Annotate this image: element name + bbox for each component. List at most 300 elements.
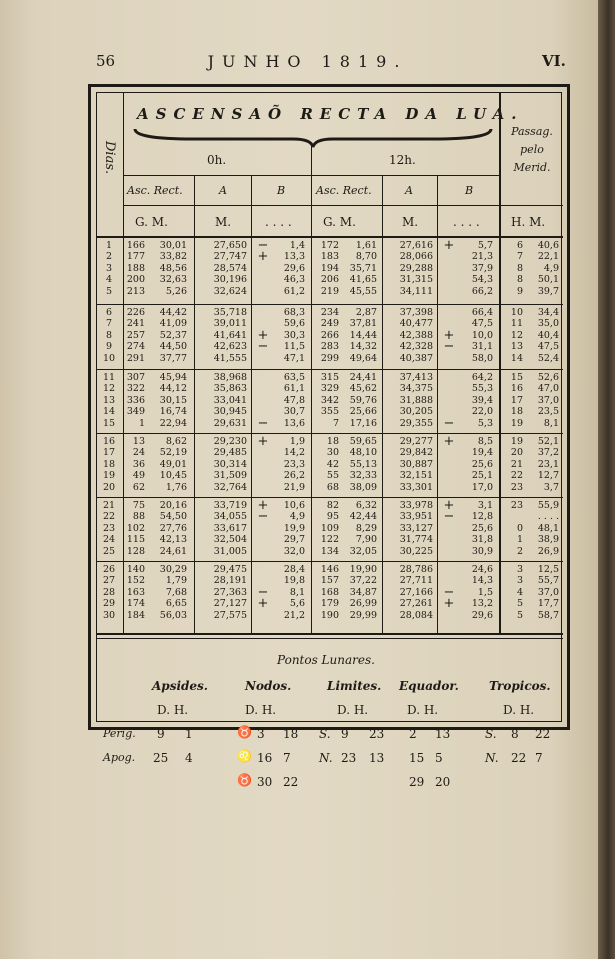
equador-day: 15 — [409, 751, 425, 765]
table-cell: 20,16 — [159, 500, 187, 511]
table-cell: 42 — [326, 458, 339, 470]
table-cell: 1,4 — [289, 240, 305, 251]
table-cell: 18 — [510, 406, 523, 418]
table-cell: 7,68 — [165, 586, 187, 598]
dh-label: D. H. — [503, 703, 535, 717]
table-cell: 49 — [132, 470, 145, 482]
col-header-a-12: A — [405, 184, 413, 197]
nodo-day: 16 — [257, 751, 273, 765]
brace-ornament — [133, 125, 495, 149]
tropico-direction: N. — [485, 751, 499, 765]
equador-hour: 13 — [435, 727, 451, 741]
table-cell: 329 — [320, 383, 339, 395]
table-cell: 5 — [516, 598, 523, 610]
table-cell: 19 — [510, 417, 523, 429]
hour-0-label: 0h. — [207, 153, 227, 167]
table-cell: 82 — [326, 500, 339, 511]
table-cell: 219 — [320, 285, 339, 297]
table-cell: 27 — [102, 575, 116, 587]
table-cell: 8,1 — [289, 586, 305, 598]
table-cell: 61,1 — [283, 383, 305, 395]
limite-direction: S. — [319, 727, 331, 741]
table-cell: 95 — [326, 511, 339, 523]
table-cell: 32,0 — [283, 545, 305, 557]
rule — [251, 175, 252, 633]
table-cell: 24,41 — [349, 372, 377, 383]
table-cell: − — [257, 238, 269, 253]
rule — [123, 205, 563, 206]
table-cell: + — [257, 249, 269, 265]
table-cell: 342 — [320, 394, 339, 406]
unit-header: . . . . — [265, 215, 292, 229]
table-cell: 66,4 — [471, 307, 493, 318]
table-cell: 30,15 — [159, 394, 187, 406]
dh-label: D. H. — [245, 703, 277, 717]
table-cell: 315 — [320, 372, 339, 383]
table-cell: − — [443, 339, 455, 355]
table-cell: 3 — [516, 564, 523, 575]
table-cell: 56,03 — [159, 609, 187, 621]
table-cell: 8,5 — [477, 436, 493, 447]
table-cell: 22 — [102, 511, 116, 523]
table-cell: 40,6 — [537, 240, 559, 251]
apsides-apog-h: 4 — [185, 751, 193, 765]
table-cell: 21,2 — [283, 609, 305, 621]
table-cell: 27,616 — [399, 240, 433, 251]
table-cell: 27,711 — [399, 575, 433, 587]
table-cell: 47,8 — [283, 394, 305, 406]
tropico-day: 8 — [511, 727, 519, 741]
table-cell: 274 — [126, 341, 145, 353]
table-cell: 349 — [126, 406, 145, 418]
table-cell: 59,6 — [283, 318, 305, 330]
page-number: 56 — [96, 52, 116, 70]
lunar-header-limites: Limites. — [327, 679, 382, 693]
table-cell: . . . . — [537, 511, 559, 523]
table-cell: 64,2 — [471, 372, 493, 383]
table-cell: 18 — [326, 436, 339, 447]
table-cell: 32,151 — [399, 470, 433, 482]
table-cell: 20 — [102, 481, 116, 493]
table-cell: 32,63 — [159, 274, 187, 286]
book-binding — [598, 0, 615, 959]
table-cell: 30,945 — [213, 406, 247, 418]
table-cell: 213 — [126, 285, 145, 297]
dias-label: Dias. — [102, 141, 117, 175]
table-cell: 23 — [102, 522, 116, 534]
table-cell: 4,9 — [289, 511, 305, 523]
unit-header: M. — [215, 215, 232, 229]
table-cell: 29,7 — [283, 534, 305, 546]
table-cell: 291 — [126, 352, 145, 364]
table-cell: 19,4 — [471, 447, 493, 459]
table-cell: + — [257, 498, 269, 513]
table-cell: 31,509 — [213, 470, 247, 482]
table-cell: 26,99 — [349, 598, 377, 610]
table-cell: 109 — [320, 522, 339, 534]
table-cell: − — [443, 584, 455, 600]
table-cell: 30,887 — [399, 458, 433, 470]
table-cell: 6,32 — [355, 500, 377, 511]
col-header-b-0: B — [277, 184, 286, 197]
table-cell: 13,6 — [283, 417, 305, 429]
table-cell: 39,4 — [471, 394, 493, 406]
table-cell: 59,76 — [349, 394, 377, 406]
unit-header: H. M. — [511, 215, 546, 229]
table-cell: 5 — [105, 285, 113, 297]
nodo-symbol: ♌ — [237, 749, 252, 763]
table-cell: 45,55 — [349, 285, 377, 297]
main-title: ASCENSAÕ RECTA DA LUA. — [137, 105, 524, 123]
table-cell: 52,6 — [537, 372, 559, 383]
table-cell: 37,77 — [159, 352, 187, 364]
table-cell: 5,7 — [477, 240, 493, 251]
table-cell: 48,1 — [537, 522, 559, 534]
table-cell: 1 — [105, 240, 113, 251]
rule — [123, 175, 499, 176]
nodo-symbol: ♉ — [237, 725, 252, 739]
table-cell: 37,0 — [537, 394, 559, 406]
table-cell: 30 — [326, 447, 339, 459]
table-cell: 4 — [105, 274, 113, 286]
rule — [382, 175, 383, 633]
apog-label: Apog. — [103, 751, 136, 764]
table-cell: 14,3 — [471, 575, 493, 587]
table-cell: 30,314 — [213, 458, 247, 470]
table-cell: 55,3 — [471, 383, 493, 395]
lunar-header-tropicos: Tropicos. — [489, 679, 551, 693]
table-cell: 190 — [320, 609, 339, 621]
equador-hour: 5 — [435, 751, 443, 765]
unit-header: G. M. — [135, 215, 168, 229]
table-cell: 5,26 — [165, 285, 187, 297]
table-cell: 30,01 — [159, 240, 187, 251]
table-cell: 68,3 — [283, 307, 305, 318]
table-cell: 19 — [102, 470, 116, 482]
rule — [437, 175, 438, 633]
section-number: VI. — [542, 52, 566, 70]
lunar-header-nodos: Nodos. — [245, 679, 292, 693]
dh-label: D. H. — [337, 703, 369, 717]
table-cell: 49,64 — [349, 352, 377, 364]
table-cell: 168 — [320, 586, 339, 598]
nodo-hour: 22 — [283, 775, 299, 789]
table-cell: 29,475 — [213, 564, 247, 575]
table-cell: 36 — [132, 458, 145, 470]
tropico-hour: 22 — [535, 727, 551, 741]
table-cell: 17,0 — [471, 481, 493, 493]
table-cell: 19,8 — [283, 575, 305, 587]
equador-day: 2 — [409, 727, 417, 741]
table-cell: 29,6 — [283, 262, 305, 274]
table-cell: 41,65 — [349, 274, 377, 286]
table-cell: 122 — [320, 534, 339, 546]
table-cell: 42,623 — [213, 341, 247, 353]
table-cell: 179 — [320, 598, 339, 610]
table-cell: 6 — [105, 307, 113, 318]
table-cell: 12 — [102, 383, 116, 395]
table-cell: 4 — [516, 586, 523, 598]
table-cell: 33,127 — [399, 522, 433, 534]
lunar-header-apsides: Apsides. — [152, 679, 208, 693]
table-cell: 52,4 — [537, 352, 559, 364]
table-cell: 54,3 — [471, 274, 493, 286]
table-cell: − — [257, 339, 269, 355]
table-cell: 24,6 — [471, 564, 493, 575]
table-cell: 33,041 — [213, 394, 247, 406]
table-cell: 33,719 — [213, 500, 247, 511]
table-cell: 32,624 — [213, 285, 247, 297]
table-cell: 1,79 — [165, 575, 187, 587]
table-cell: 44,12 — [159, 383, 187, 395]
nodo-hour: 18 — [283, 727, 299, 741]
table-cell: 30,225 — [399, 545, 433, 557]
table-cell: 48,10 — [349, 447, 377, 459]
table-cell: 2 — [105, 251, 113, 263]
table-cell: 42,44 — [349, 511, 377, 523]
table-cell: 39,7 — [537, 285, 559, 297]
table-cell: 146 — [320, 564, 339, 575]
rule — [97, 304, 563, 305]
table-cell: 19 — [510, 436, 523, 447]
table-cell: 16,74 — [159, 406, 187, 418]
table-cell: 34,4 — [537, 307, 559, 318]
limite-direction: N. — [319, 751, 333, 765]
table-cell: 37,81 — [349, 318, 377, 330]
table-cell: 23 — [510, 481, 523, 493]
table-cell: 29,277 — [399, 436, 433, 447]
table-cell: 44,42 — [159, 307, 187, 318]
table-cell: 28,066 — [399, 251, 433, 263]
table-cell: 336 — [126, 394, 145, 406]
table-cell: 10 — [102, 352, 116, 364]
table-cell: 226 — [126, 307, 145, 318]
table-cell: 31,8 — [471, 534, 493, 546]
table-cell: 17 — [510, 394, 523, 406]
table-cell: 31,315 — [399, 274, 433, 286]
table-cell: 6,65 — [165, 598, 187, 610]
table-cell: 194 — [320, 262, 339, 274]
passag-label — [501, 123, 563, 177]
table-cell: 17 — [102, 447, 116, 459]
table-cell: 41,555 — [213, 352, 247, 364]
table-cell: 32,764 — [213, 481, 247, 493]
table-cell: 307 — [126, 372, 145, 383]
table-cell: 49,01 — [159, 458, 187, 470]
table-cell: 25,1 — [471, 470, 493, 482]
table-cell: 32,33 — [349, 470, 377, 482]
table-cell: 9 — [105, 341, 113, 353]
table-cell: 355 — [320, 406, 339, 418]
table-cell: 19,9 — [283, 522, 305, 534]
table-cell: 1 — [138, 417, 145, 429]
table-cell: 45,94 — [159, 372, 187, 383]
table-cell: 9 — [516, 285, 523, 297]
table-cell: + — [257, 596, 269, 612]
table-cell: 20 — [510, 447, 523, 459]
table-cell: 35,0 — [537, 318, 559, 330]
table-cell: 23,5 — [537, 406, 559, 418]
table-cell: 29,485 — [213, 447, 247, 459]
unit-header: G. M. — [323, 215, 356, 229]
table-cell: 13 — [510, 341, 523, 353]
table-cell: 34,055 — [213, 511, 247, 523]
table-cell: 25 — [102, 545, 116, 557]
table-cell: 13 — [132, 436, 145, 447]
rule — [123, 93, 124, 633]
table-cell: 42,13 — [159, 534, 187, 546]
table-cell: 8,70 — [355, 251, 377, 263]
table-cell: 14,2 — [283, 447, 305, 459]
table-cell: 4,9 — [543, 262, 559, 274]
table-cell: 52,1 — [537, 436, 559, 447]
table-cell: 30,3 — [283, 329, 305, 341]
table-cell: 41,09 — [159, 318, 187, 330]
table-cell: 30,9 — [471, 545, 493, 557]
table-cell: 31,888 — [399, 394, 433, 406]
table-cell: 206 — [320, 274, 339, 286]
table-cell: 55,7 — [537, 575, 559, 587]
limite-hour: 13 — [369, 751, 385, 765]
table-cell: 59,65 — [349, 436, 377, 447]
table-cell: + — [443, 327, 455, 343]
table-cell: 29,288 — [399, 262, 433, 274]
table-cell: 32,504 — [213, 534, 247, 546]
table-cell: 41,641 — [213, 329, 247, 341]
table-cell: 42,328 — [399, 341, 433, 353]
table-cell: 68 — [326, 481, 339, 493]
table-cell: 29,230 — [213, 436, 247, 447]
rule — [97, 236, 563, 238]
table-cell: 35,718 — [213, 307, 247, 318]
table-cell: 30,196 — [213, 274, 247, 286]
table-cell: 28,4 — [283, 564, 305, 575]
table-cell: 14,32 — [349, 341, 377, 353]
table-cell: 30,29 — [159, 564, 187, 575]
table-cell: 29,6 — [471, 609, 493, 621]
table-cell: 140 — [126, 564, 145, 575]
table-cell: 234 — [320, 307, 339, 318]
table-cell: 7,90 — [355, 534, 377, 546]
table-cell: 8,1 — [543, 417, 559, 429]
col-header-a-0: A — [219, 184, 227, 197]
table-cell: 27,127 — [213, 598, 247, 610]
table-cell: 1 — [516, 534, 523, 546]
table-cell: 7 — [105, 318, 113, 330]
hour-12-label: 12h. — [389, 153, 416, 167]
table-cell: 29,842 — [399, 447, 433, 459]
table-cell: 14,44 — [349, 329, 377, 341]
table-cell: 8 — [105, 329, 113, 341]
table-cell: 27,575 — [213, 609, 247, 621]
table-cell: 1,61 — [355, 240, 377, 251]
table-cell: 55 — [326, 470, 339, 482]
table-cell: 16 — [102, 436, 116, 447]
table-cell: + — [257, 327, 269, 343]
table-cell: 34,87 — [349, 586, 377, 598]
col-header-asc-12: Asc. Rect. — [316, 184, 372, 197]
table-cell: 5,6 — [289, 598, 305, 610]
table-cell: 58,7 — [537, 609, 559, 621]
table-cell: 24 — [102, 534, 116, 546]
rule — [194, 175, 195, 633]
table-cell: 42,388 — [399, 329, 433, 341]
table-cell: 22,94 — [159, 417, 187, 429]
table-cell: 152 — [126, 575, 145, 587]
table-cell: 28,786 — [399, 564, 433, 575]
table-cell: 2,87 — [355, 307, 377, 318]
table-cell: 15 — [510, 372, 523, 383]
table-cell: 34,111 — [399, 285, 433, 297]
rule — [97, 638, 563, 639]
table-cell: 11,5 — [283, 341, 305, 353]
table-cell: + — [443, 596, 455, 612]
table-cell: 172 — [320, 240, 339, 251]
table-cell: 30 — [102, 609, 116, 621]
table-cell: 266 — [320, 329, 339, 341]
table-cell: 88 — [132, 511, 145, 523]
table-cell: 6 — [516, 240, 523, 251]
table-cell: 134 — [320, 545, 339, 557]
table-cell: 184 — [126, 609, 145, 621]
table-cell: − — [257, 415, 269, 431]
table-cell: 61,2 — [283, 285, 305, 297]
table-cell: 29,631 — [213, 417, 247, 429]
table-cell: 28 — [102, 586, 116, 598]
table-cell: 31,1 — [471, 341, 493, 353]
table-cell: 19,90 — [349, 564, 377, 575]
nodo-day: 30 — [257, 775, 273, 789]
table-cell: 177 — [126, 251, 145, 263]
table-cell: 27,650 — [213, 240, 247, 251]
table-cell: 13 — [102, 394, 116, 406]
table-cell: 7 — [332, 417, 339, 429]
table-cell: 166 — [126, 240, 145, 251]
table-cell: 37,413 — [399, 372, 433, 383]
table-cell: 21 — [510, 458, 523, 470]
table-cell: 183 — [320, 251, 339, 263]
table-cell: 33,617 — [213, 522, 247, 534]
table-cell: 128 — [126, 545, 145, 557]
table-cell: 11 — [102, 372, 116, 383]
table-cell: 29,355 — [399, 417, 433, 429]
table-cell: 3 — [516, 575, 523, 587]
table-cell: 5,3 — [477, 417, 493, 429]
table-cell: 40,4 — [537, 329, 559, 341]
table-cell: 1,9 — [289, 436, 305, 447]
table-cell: 5 — [516, 609, 523, 621]
tropico-direction: S. — [485, 727, 497, 741]
nodo-hour: 7 — [283, 751, 291, 765]
table-cell: − — [257, 584, 269, 600]
table-cell: − — [443, 509, 455, 525]
table-cell: 0 — [516, 522, 523, 534]
table-cell: + — [257, 434, 269, 449]
apsides-perig-d: 9 — [157, 727, 165, 741]
table-cell: 28,574 — [213, 262, 247, 274]
table-cell: 66,2 — [471, 285, 493, 297]
table-cell: 37,0 — [537, 586, 559, 598]
table-cell: 40,387 — [399, 352, 433, 364]
passag-label-line: Merid. — [513, 161, 551, 174]
table-cell: 10,45 — [159, 470, 187, 482]
table-cell: − — [257, 509, 269, 525]
table-cell: 27,76 — [159, 522, 187, 534]
table-cell: 40,477 — [399, 318, 433, 330]
page-title: JUNHO 1819. — [207, 52, 408, 71]
table-cell: 54,50 — [159, 511, 187, 523]
table-cell: 241 — [126, 318, 145, 330]
